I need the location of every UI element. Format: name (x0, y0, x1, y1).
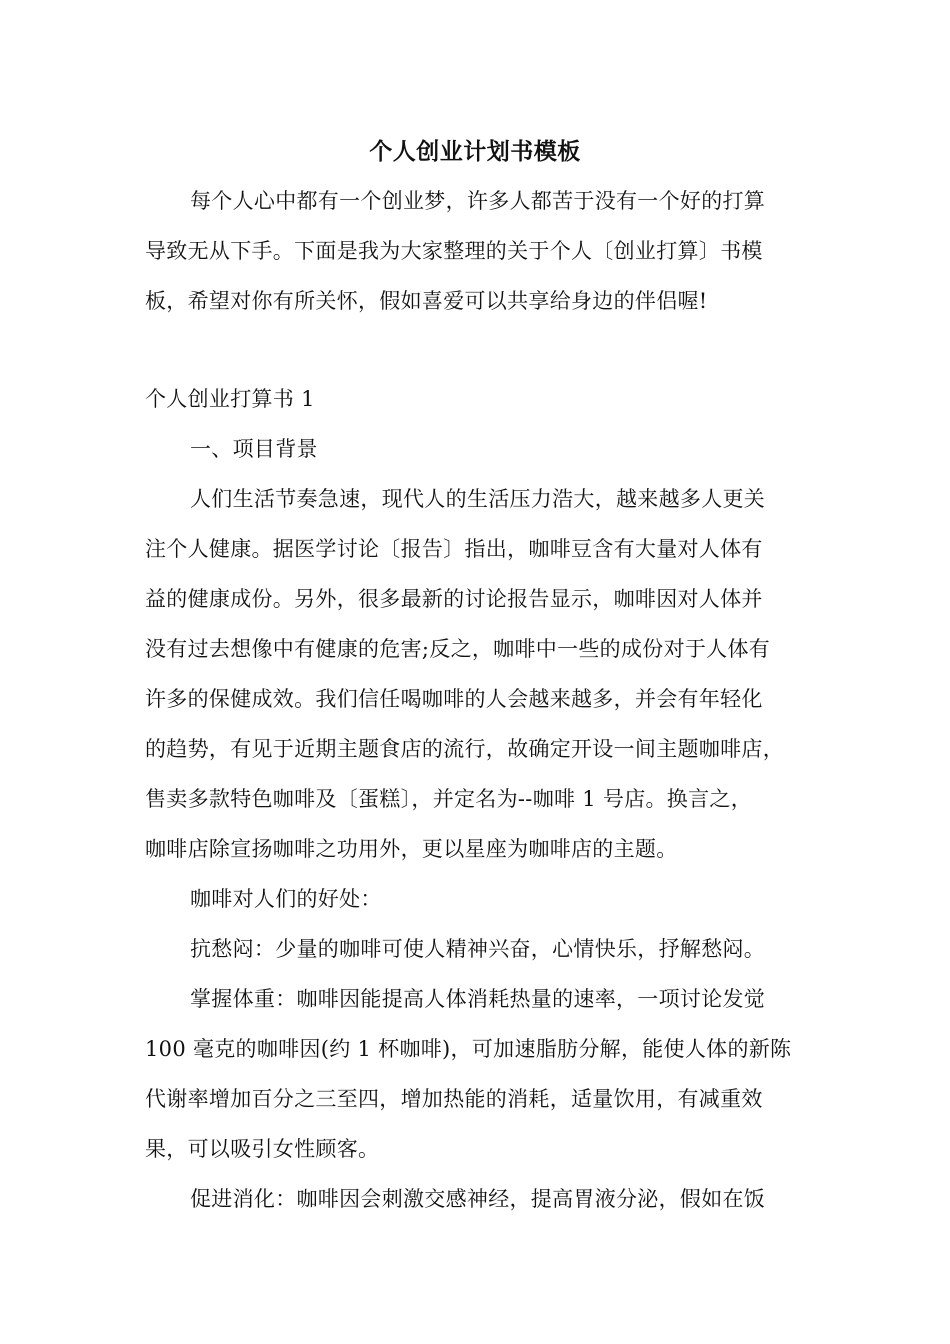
paragraph-line: 掌握体重：咖啡因能提高人体消耗热量的速率，一项讨论发觉 (190, 987, 766, 1011)
paragraph-line: 抗愁闷：少量的咖啡可使人精神兴奋，心情快乐，抒解愁闷。 (190, 937, 766, 961)
paragraph-line: 益的健康成份。另外，很多最新的讨论报告显示，咖啡因对人体并 (145, 587, 763, 611)
subsection-heading: 一、项目背景 (190, 437, 318, 461)
paragraph-line: 注个人健康。据医学讨论〔报告〕指出，咖啡豆含有大量对人体有 (145, 537, 763, 561)
paragraph-line: 许多的保健成效。我们信任喝咖啡的人会越来越多，并会有年轻化 (145, 687, 763, 711)
paragraph-line: 导致无从下手。下面是我为大家整理的关于个人〔创业打算〕书模 (145, 239, 763, 263)
paragraph-line: 没有过去想像中有健康的危害;反之，咖啡中一些的成份对于人体有 (145, 637, 771, 661)
section-heading: 个人创业打算书 1 (145, 387, 315, 411)
paragraph-line: 100 毫克的咖啡因(约 1 杯咖啡)，可加速脂肪分解，能使人体的新陈 (145, 1037, 792, 1061)
paragraph-line: 咖啡对人们的好处： (190, 887, 382, 911)
paragraph-line: 的趋势，有见于近期主题食店的流行，故确定开设一间主题咖啡店， (145, 737, 784, 761)
paragraph-line: 每个人心中都有一个创业梦，许多人都苦于没有一个好的打算 (190, 189, 766, 213)
paragraph-line: 代谢率增加百分之三至四，增加热能的消耗，适量饮用，有减重效 (145, 1087, 763, 1111)
document-title: 个人创业计划书模板 (369, 138, 581, 165)
paragraph-line: 售卖多款特色咖啡及〔蛋糕〕，并定名为--咖啡 1 号店。换言之， (145, 787, 752, 811)
paragraph-line: 板，希望对你有所关怀，假如喜爱可以共享给身边的伴侣喔! (145, 289, 708, 313)
paragraph-line: 促进消化：咖啡因会刺激交感神经，提高胃液分泌，假如在饭 (190, 1187, 766, 1211)
paragraph-line: 咖啡店除宣扬咖啡之功用外，更以星座为咖啡店的主题。 (145, 837, 678, 861)
paragraph-line: 果，可以吸引女性顾客。 (145, 1137, 380, 1161)
paragraph-line: 人们生活节奏急速，现代人的生活压力浩大，越来越多人更关 (190, 487, 766, 511)
